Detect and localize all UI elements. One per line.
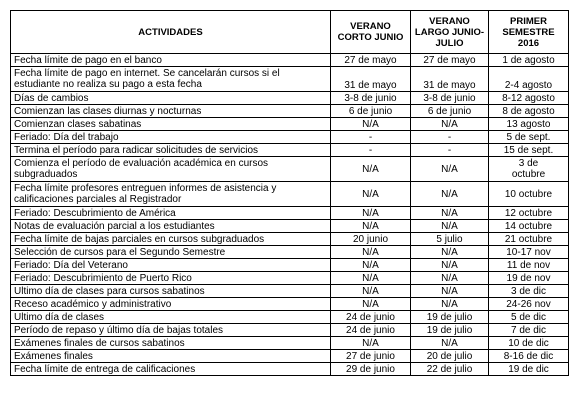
semestre-cell: 12 octubre xyxy=(489,207,569,220)
semestre-cell: 8 de agosto xyxy=(489,105,569,118)
table-row xyxy=(11,337,569,350)
table-row xyxy=(11,157,569,182)
table-row xyxy=(11,233,569,246)
verano-corto-cell: 27 de junio xyxy=(331,350,411,363)
table-row xyxy=(11,311,569,324)
verano-largo-cell: N/A xyxy=(411,337,489,350)
table-row xyxy=(11,363,569,376)
verano-largo-cell: N/A xyxy=(411,285,489,298)
verano-largo-cell: 27 de mayo xyxy=(411,54,489,67)
verano-corto-cell: N/A xyxy=(331,207,411,220)
verano-corto-cell: N/A xyxy=(331,118,411,131)
semestre-cell: 13 agosto xyxy=(489,118,569,131)
table-row xyxy=(11,105,569,118)
semestre-cell: 21 octubre xyxy=(489,233,569,246)
semestre-cell: 8-12 agosto xyxy=(489,92,569,105)
verano-largo-cell: N/A xyxy=(411,207,489,220)
verano-largo-cell: 22 de julio xyxy=(411,363,489,376)
semestre-cell: 2-4 agosto xyxy=(489,67,569,92)
activity-cell: Días de cambios xyxy=(11,92,331,105)
table-row xyxy=(11,220,569,233)
table-row xyxy=(11,67,569,92)
semestre-cell: 11 de nov xyxy=(489,259,569,272)
activity-cell: Receso académico y administrativo xyxy=(11,298,331,311)
table-row xyxy=(11,298,569,311)
activity-cell: Fecha límite profesores entreguen informes de asistencia y calificaciones parciales al Registrador xyxy=(11,182,331,207)
verano-largo-cell: 20 de julio xyxy=(411,350,489,363)
table-row xyxy=(11,118,569,131)
activity-cell: Termina el período para radicar solicitudes de servicios xyxy=(11,144,331,157)
table-row xyxy=(11,324,569,337)
activity-cell: Comienza el período de evaluación académica en cursos subgraduados xyxy=(11,157,331,182)
verano-largo-cell: - xyxy=(411,144,489,157)
header-verano-largo: VERANO LARGO JUNIO-JULIO xyxy=(411,11,489,54)
semestre-cell: 5 de sept. xyxy=(489,131,569,144)
activity-cell: Período de repaso y último día de bajas totales xyxy=(11,324,331,337)
verano-corto-cell: N/A xyxy=(331,272,411,285)
verano-corto-cell: 3-8 de junio xyxy=(331,92,411,105)
verano-largo-cell: - xyxy=(411,131,489,144)
semestre-cell: 10 de dic xyxy=(489,337,569,350)
verano-corto-cell: - xyxy=(331,131,411,144)
table-row xyxy=(11,144,569,157)
verano-corto-cell: 29 de junio xyxy=(331,363,411,376)
activity-cell: Fecha límite de pago en el banco xyxy=(11,54,331,67)
activity-cell: Selección de cursos para el Segundo Semestre xyxy=(11,246,331,259)
semestre-cell: 1 de agosto xyxy=(489,54,569,67)
verano-corto-cell: N/A xyxy=(331,285,411,298)
semestre-cell: 15 de sept. xyxy=(489,144,569,157)
semestre-cell: 7 de dic xyxy=(489,324,569,337)
header-activities: ACTIVIDADES xyxy=(11,11,331,54)
table-row xyxy=(11,259,569,272)
verano-corto-cell: N/A xyxy=(331,220,411,233)
semestre-cell: 10 octubre xyxy=(489,182,569,207)
verano-largo-cell: 31 de mayo xyxy=(411,67,489,92)
activity-cell: Exámenes finales de cursos sabatinos xyxy=(11,337,331,350)
verano-largo-cell: N/A xyxy=(411,182,489,207)
verano-corto-cell: N/A xyxy=(331,246,411,259)
semestre-cell: 3 de octubre xyxy=(489,157,569,182)
semestre-cell: 8-16 de dic xyxy=(489,350,569,363)
verano-corto-cell: N/A xyxy=(331,337,411,350)
academic-calendar xyxy=(10,10,568,376)
table-row xyxy=(11,54,569,67)
activity-cell: Feriado: Descubrimiento de Puerto Rico xyxy=(11,272,331,285)
semestre-cell: 10-17 nov xyxy=(489,246,569,259)
verano-largo-cell: N/A xyxy=(411,246,489,259)
header-verano-corto: VERANO CORTO JUNIO xyxy=(331,11,411,54)
semestre-cell: 19 de nov xyxy=(489,272,569,285)
activity-cell: Fecha límite de pago en internet. Se cancelarán cursos si el estudiante no realiza su pago a esta fecha xyxy=(11,67,331,92)
verano-largo-cell: 19 de julio xyxy=(411,324,489,337)
verano-largo-cell: N/A xyxy=(411,118,489,131)
table-row xyxy=(11,350,569,363)
table-row xyxy=(11,207,569,220)
activity-cell: Ultimo día de clases xyxy=(11,311,331,324)
activity-cell: Exámenes finales xyxy=(11,350,331,363)
verano-corto-cell: 20 junio xyxy=(331,233,411,246)
verano-corto-cell: 27 de mayo xyxy=(331,54,411,67)
verano-largo-cell: N/A xyxy=(411,157,489,182)
verano-corto-cell: N/A xyxy=(331,298,411,311)
verano-largo-cell: 6 de junio xyxy=(411,105,489,118)
verano-corto-cell: - xyxy=(331,144,411,157)
table-row xyxy=(11,92,569,105)
verano-largo-cell: 19 de julio xyxy=(411,311,489,324)
activity-cell: Feriado: Día del Veterano xyxy=(11,259,331,272)
verano-largo-cell: N/A xyxy=(411,259,489,272)
table-row xyxy=(11,131,569,144)
verano-largo-cell: 5 julio xyxy=(411,233,489,246)
verano-largo-cell: N/A xyxy=(411,272,489,285)
activity-cell: Comienzan las clases diurnas y nocturnas xyxy=(11,105,331,118)
table-row xyxy=(11,285,569,298)
verano-largo-cell: N/A xyxy=(411,220,489,233)
table-row xyxy=(11,246,569,259)
verano-corto-cell: 24 de junio xyxy=(331,324,411,337)
activity-cell: Ultimo día de clases para cursos sabatinos xyxy=(11,285,331,298)
activity-cell: Feriado: Descubrimiento de América xyxy=(11,207,331,220)
table-row xyxy=(11,182,569,207)
activity-cell: Feriado: Día del trabajo xyxy=(11,131,331,144)
verano-corto-cell: 31 de mayo xyxy=(331,67,411,92)
verano-corto-cell: 6 de junio xyxy=(331,105,411,118)
header-row xyxy=(11,11,569,54)
header-primer-semestre: PRIMER SEMESTRE 2016 xyxy=(489,11,569,54)
activity-cell: Comienzan clases sabatinas xyxy=(11,118,331,131)
verano-corto-cell: N/A xyxy=(331,182,411,207)
semestre-cell: 24-26 nov xyxy=(489,298,569,311)
activity-cell: Fecha límite de entrega de calificaciones xyxy=(11,363,331,376)
activity-cell: Notas de evaluación parcial a los estudiantes xyxy=(11,220,331,233)
table-row xyxy=(11,272,569,285)
verano-largo-cell: N/A xyxy=(411,298,489,311)
semestre-cell: 5 de dic xyxy=(489,311,569,324)
semestre-cell: 3 de dic xyxy=(489,285,569,298)
semestre-cell: 19 de dic xyxy=(489,363,569,376)
verano-corto-cell: N/A xyxy=(331,259,411,272)
semestre-cell: 14 octubre xyxy=(489,220,569,233)
calendar-table xyxy=(10,10,569,376)
verano-largo-cell: 3-8 de junio xyxy=(411,92,489,105)
verano-corto-cell: N/A xyxy=(331,157,411,182)
verano-corto-cell: 24 de junio xyxy=(331,311,411,324)
activity-cell: Fecha límite de bajas parciales en cursos subgraduados xyxy=(11,233,331,246)
